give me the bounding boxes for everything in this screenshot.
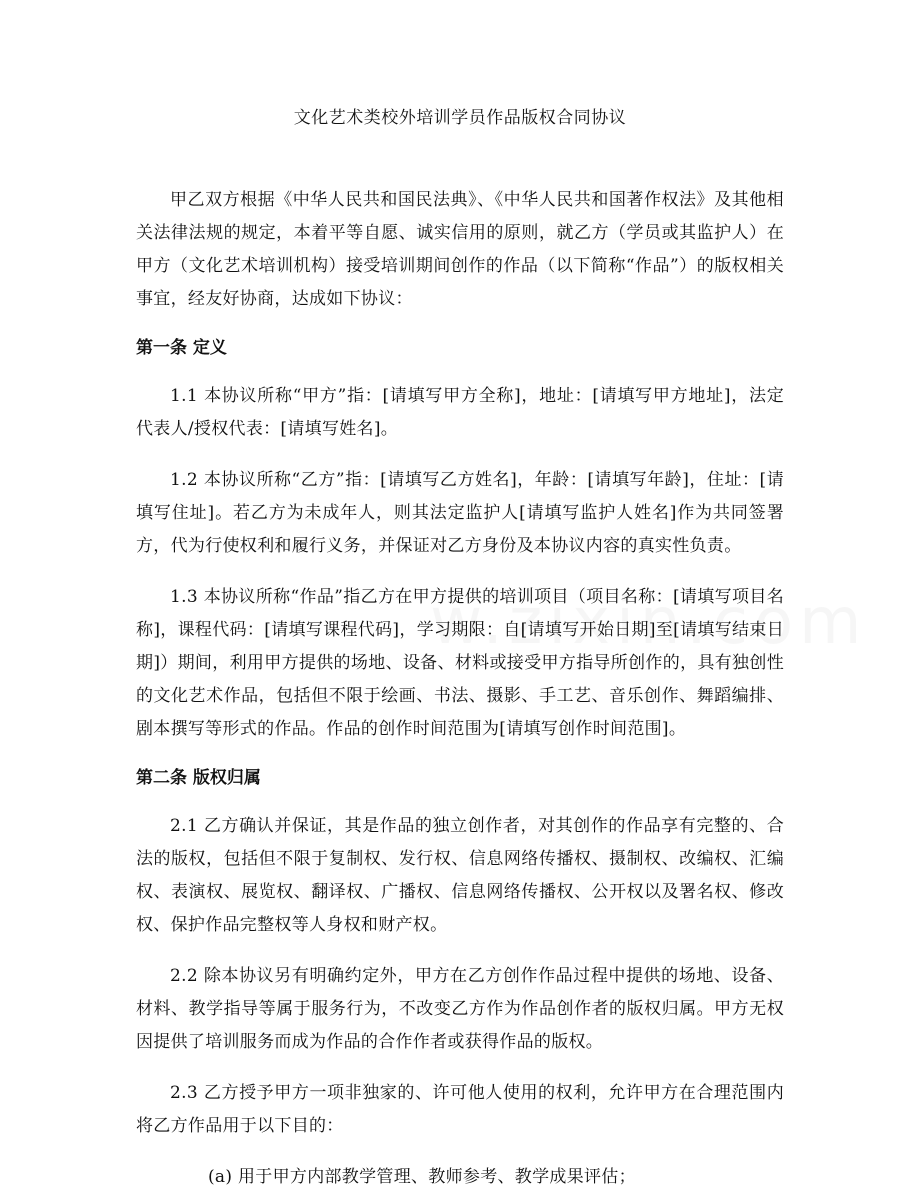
section-heading-definitions: 第一条 定义 [136,338,227,358]
document-title: 文化艺术类校外培训学员作品版权合同协议 [293,108,627,128]
clause-2-1: 2.1 乙方确认并保证，其是作品的独立创作者，对其创作的作品享有完整的、合法的版权，包括但不限于复制权、发行权、信息网络传播权、摄制权、改编权、汇编权、表演权、展览权、翻译权、广播权、信息网络传播权、公开权以及署名权、修改权、保护作品完整权等人身权和财产权。 [136,816,784,935]
clause-1-3: 1.3 本协议所称“作品”指乙方在甲方提供的培训项目（项目名称：[请填写项目名称]，课程代码：[请填写课程代码]，学习期限：自[请填写开始日期]至[请填写结束日期]）期间，利用甲方提供的场地、设备、材料或接受甲方指导所创作的，具有独创性的文化艺术作品，包括但不限于绘画、书法、摄影、手工艺、音乐创作、舞蹈编排、剧本撰写等形式的作品。作品的创作时间范围为[请填写创作时间范围]。 [136,587,784,739]
list-item-a: (a) 用于甲方内部教学管理、教师参考、教学成果评估； [208,1167,636,1187]
clause-2-3: 2.3 乙方授予甲方一项非独家的、许可他人使用的权利，允许甲方在合理范围内将乙方作品用于以下目的： [136,1083,784,1136]
section-heading-copyright: 第二条 版权归属 [136,768,261,788]
clause-1-1: 1.1 本协议所称“甲方”指：[请填写甲方全称]，地址：[请填写甲方地址]，法定代表人/授权代表：[请填写姓名]。 [136,386,784,439]
clause-2-2: 2.2 除本协议另有明确约定外，甲方在乙方创作作品过程中提供的场地、设备、材料、教学指导等属于服务行为，不改变乙方作为作品创作者的版权归属。甲方无权因提供了培训服务而成为作品的合作作者或获得作品的版权。 [136,966,784,1052]
clause-1-2: 1.2 本协议所称“乙方”指：[请填写乙方姓名]，年龄：[请填写年龄]，住址：[请填写住址]。若乙方为未成年人，则其法定监护人[请填写监护人姓名]作为共同签署方，代为行使权利和履行义务，并保证对乙方身份及本协议内容的真实性负责。 [136,470,784,556]
intro-paragraph: 甲乙双方根据《中华人民共和国民法典》、《中华人民共和国著作权法》及其他相关法律法规的规定，本着平等自愿、诚实信用的原则，就乙方（学员或其监护人）在甲方（文化艺术培训机构）接受培训期间创作的作品（以下简称“作品”）的版权相关事宜，经友好协商，达成如下协议： [136,190,784,309]
